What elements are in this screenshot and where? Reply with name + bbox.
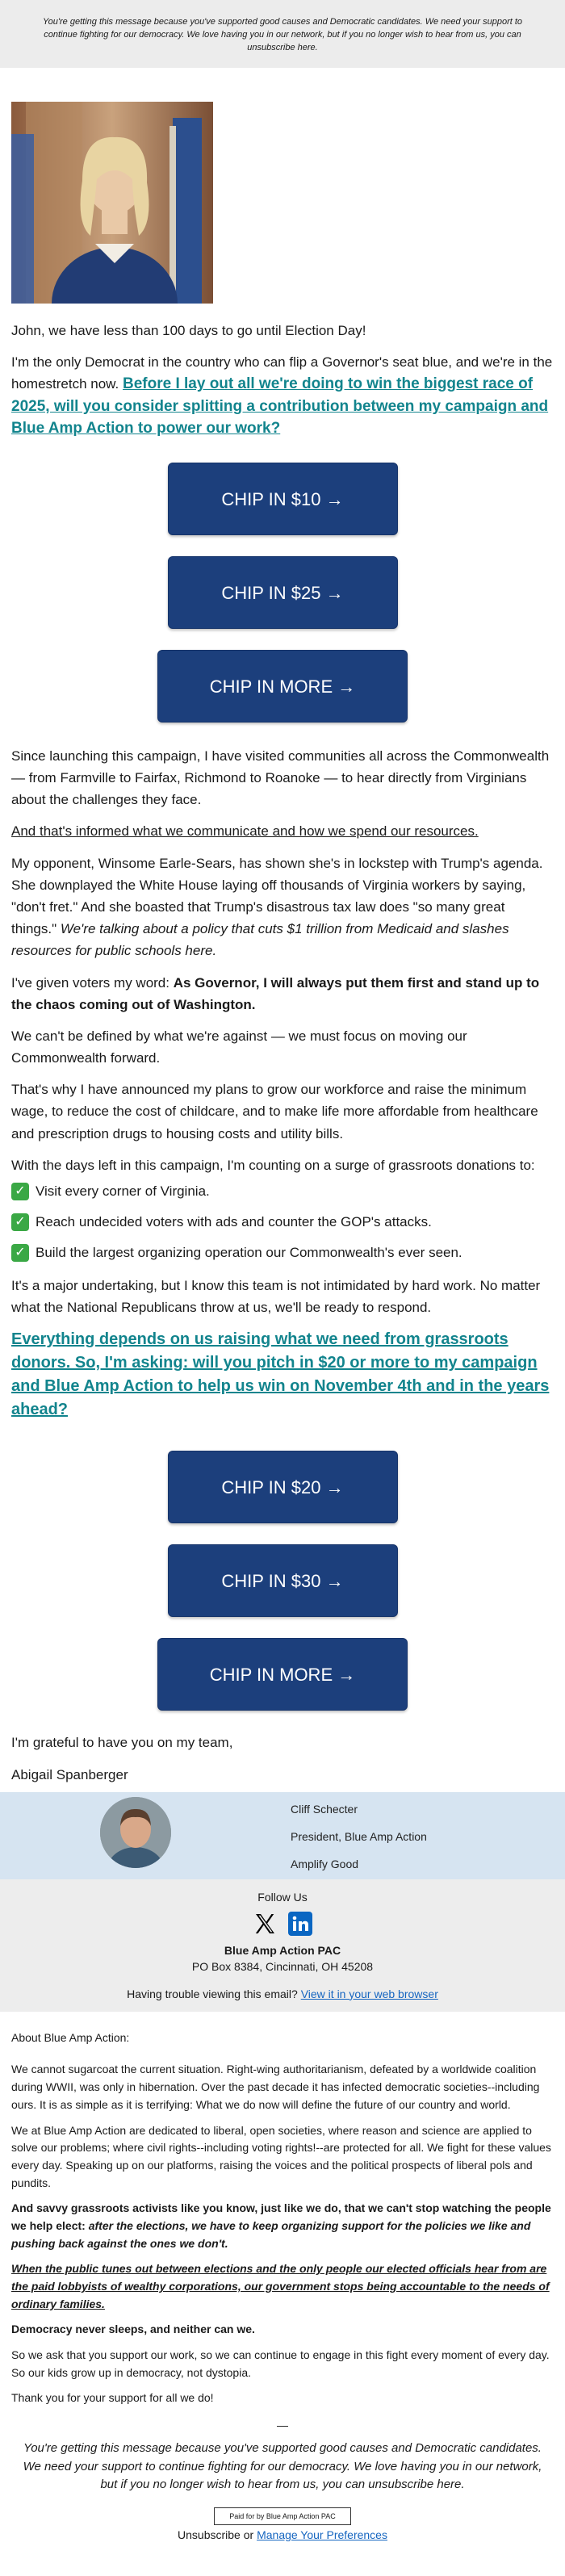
unsubscribe-line [0, 2528, 565, 2541]
plans-paragraph: That's why I have announced my plans to grow our workforce and raise the minimum wage, to reduce the cost of childcare, and to make life more affordable from healthcare and prescription drugs to housing costs and utility bills. [11, 1082, 538, 1141]
about-section [0, 2012, 565, 2407]
check-item-text: Reach undecided voters with ads and counter the GOP's attacks. [36, 1214, 432, 1230]
signer-info [291, 1795, 427, 1878]
intro-paragraph [11, 351, 554, 440]
web-view-prefix: Having trouble viewing this email? [127, 1987, 298, 2000]
checkmark-icon: ✓ [11, 1183, 29, 1200]
about-paragraph-2: We at Blue Amp Action are dedicated to liberal, open societies, where reason and science are applied to solve our problems; where civil rights--including voting rights!--are protected for all. We fight for these values every day. Speaking up on our platforms, raising the voices and the political prospects of liberal pols and pundits. [11, 2123, 551, 2189]
opponent-text: My opponent, Winsome Earle-Sears, has shown she's in lockstep with Trump's agenda. She downplayed the White House laying off thousands of Virginia workers by saying, "don't fret." And she boasted that Trump's disastrous tax law does "so many great things." [11, 855, 543, 937]
about-heading: About Blue Amp Action: [11, 2030, 130, 2044]
informed-text: And that's informed what we communicate and how we spend our resources. [11, 823, 479, 840]
opponent-paragraph [11, 852, 554, 962]
social-links [0, 1912, 565, 1936]
about-paragraph-7: Thank you for your support for all we do! [11, 2391, 214, 2405]
signer-tagline: Amplify Good [291, 1857, 359, 1870]
web-view-line [0, 1987, 565, 2000]
paid-for-disclaimer: Paid for by Blue Amp Action PAC [214, 2507, 351, 2525]
linkedin-icon[interactable] [288, 1912, 312, 1936]
launch-paragraph: Since launching this campaign, I have visited communities all across the Commonwealth — from Farmville to Fairfax, Richmond to Roanoke — to hear directly from Virginians about the challenges they face. [11, 748, 550, 808]
follow-label: Follow Us [257, 1890, 308, 1904]
chip-in-more-button[interactable]: CHIP IN MORE → [157, 650, 408, 723]
chip-in-30-button[interactable]: CHIP IN $30 → [168, 1544, 398, 1617]
donate-buttons-bottom [11, 1451, 554, 1711]
undertaking-paragraph: It's a major undertaking, but I know this team is not intimidated by hard work. No matter what the National Republicans throw at us, we'll be ready to respond. [11, 1278, 541, 1316]
signer-name: Cliff Schecter [291, 1802, 358, 1816]
check-item [11, 1183, 554, 1200]
org-name: Blue Amp Action PAC [224, 1943, 341, 1957]
opponent-italic: We're talking about a policy that cuts $1 trillion from Medicaid and slashes resources for public schools here. [11, 921, 509, 959]
footer-follow [0, 1879, 565, 2012]
divider-dash: — [277, 2419, 288, 2432]
signature-band [0, 1792, 565, 1879]
about-paragraph-6: So we ask that you support our work, so we can continue to engage in this fight every moment of every day. So our kids grow up in democracy, not dystopia. [11, 2348, 550, 2379]
web-view-link[interactable]: View it in your web browser [300, 1987, 438, 2000]
defined-paragraph: We can't be defined by what we're against — we must focus on moving our Commonwealth forward. [11, 1028, 467, 1066]
chip-in-more-button-2[interactable]: CHIP IN MORE → [157, 1638, 408, 1711]
bottom-notice: You're getting this message because you've supported good causes and Democratic candidates. We need your support to continue fighting for our democracy. We love having you in our network, but if you no longer wish to hear from us, you can unsubscribe here. [23, 2441, 542, 2492]
about-paragraph-1: We cannot sugarcoat the current situation. Right-wing authoritarianism, defeated by a worldwide coalition during WWII, was only in hibernation. Over the past decade it has infected democratic societies--including ours. It is as simple as it is terrifying: What we do now will define the future of our country and world. [11, 2063, 540, 2111]
top-notice [0, 0, 565, 68]
word-bold: As Governor, I will always put them first and stand up to the chaos coming out of Washington. [11, 974, 540, 1012]
word-text: I've given voters my word: [11, 974, 170, 991]
about-p5-text: Democracy never sleeps, and neither can we. [11, 2323, 255, 2336]
word-paragraph [11, 972, 554, 1016]
donate-buttons-top [11, 463, 554, 723]
chip-in-25-button[interactable]: CHIP IN $25 → [168, 556, 398, 629]
ask-link[interactable]: Everything depends on us raising what we need from grassroots donors. So, I'm asking: will you pitch in $20 or more to my campaign and Blue Amp Action to help us win on November 4th and in the years ahead? [11, 1330, 550, 1419]
surge-paragraph: With the days left in this campaign, I'm counting on a surge of grassroots donations to: [11, 1157, 535, 1173]
check-item [11, 1244, 554, 1262]
informed-paragraph [11, 820, 554, 842]
about-p4-text: When the public tunes out between elections and the only people our elected officials hear from are the paid lobbyists of wealthy corporations, our government stops being accountable to the needs of ordinary families. [11, 2262, 550, 2310]
about-paragraph-3 [11, 2200, 554, 2252]
greeting: John, we have less than 100 days to go until Election Day! [11, 322, 366, 338]
checklist [11, 1183, 554, 1262]
closing-grateful: I'm grateful to have you on my team, [11, 1735, 233, 1751]
check-item [11, 1213, 554, 1231]
intro-contribute-link[interactable]: Before I lay out all we're doing to win the biggest race of 2025, will you consider splitting a contribution between my campaign and Blue Amp Action to power our work? [11, 375, 549, 438]
about-paragraph-5 [11, 2321, 554, 2339]
top-notice-text: You're getting this message because you've supported good causes and Democratic candidates. We need your support to continue fighting for our democracy. We love having you in our network, but if you no longer wish to hear from us, you can unsubscribe here. [42, 17, 523, 52]
signer-photo [100, 1797, 171, 1868]
check-item-text: Visit every corner of Virginia. [36, 1183, 210, 1200]
closing-name: Abigail Spanberger [11, 1766, 128, 1782]
signer-title: President, Blue Amp Action [291, 1829, 427, 1843]
org-address: PO Box 8384, Cincinnati, OH 45208 [191, 1959, 374, 1973]
x-twitter-icon[interactable] [253, 1912, 277, 1936]
manage-preferences-link[interactable]: Manage Your Preferences [257, 2528, 387, 2541]
about-p3-italic: after the elections, we have to keep organizing support for the policies we like and pushing back against the ones we don't. [11, 2218, 531, 2250]
intro-text: I'm the only Democrat in the country who can flip a Governor's seat blue, and we're in the homestretch now. [11, 354, 553, 392]
chip-in-10-button[interactable]: CHIP IN $10 → [168, 463, 398, 535]
about-paragraph-4 [11, 2260, 554, 2313]
ask-paragraph [11, 1328, 554, 1422]
about-p3-bold: And savvy grassroots activists like you know, just like we do, that we can't stop watching the people we help elect: [11, 2201, 551, 2232]
checkmark-icon: ✓ [11, 1213, 29, 1231]
checkmark-icon: ✓ [11, 1244, 29, 1262]
check-item-text: Build the largest organizing operation our Commonwealth's ever seen. [36, 1245, 462, 1261]
candidate-portrait [11, 102, 213, 304]
unsubscribe-prefix: Unsubscribe or [178, 2528, 254, 2541]
chip-in-20-button[interactable]: CHIP IN $20 → [168, 1451, 398, 1523]
